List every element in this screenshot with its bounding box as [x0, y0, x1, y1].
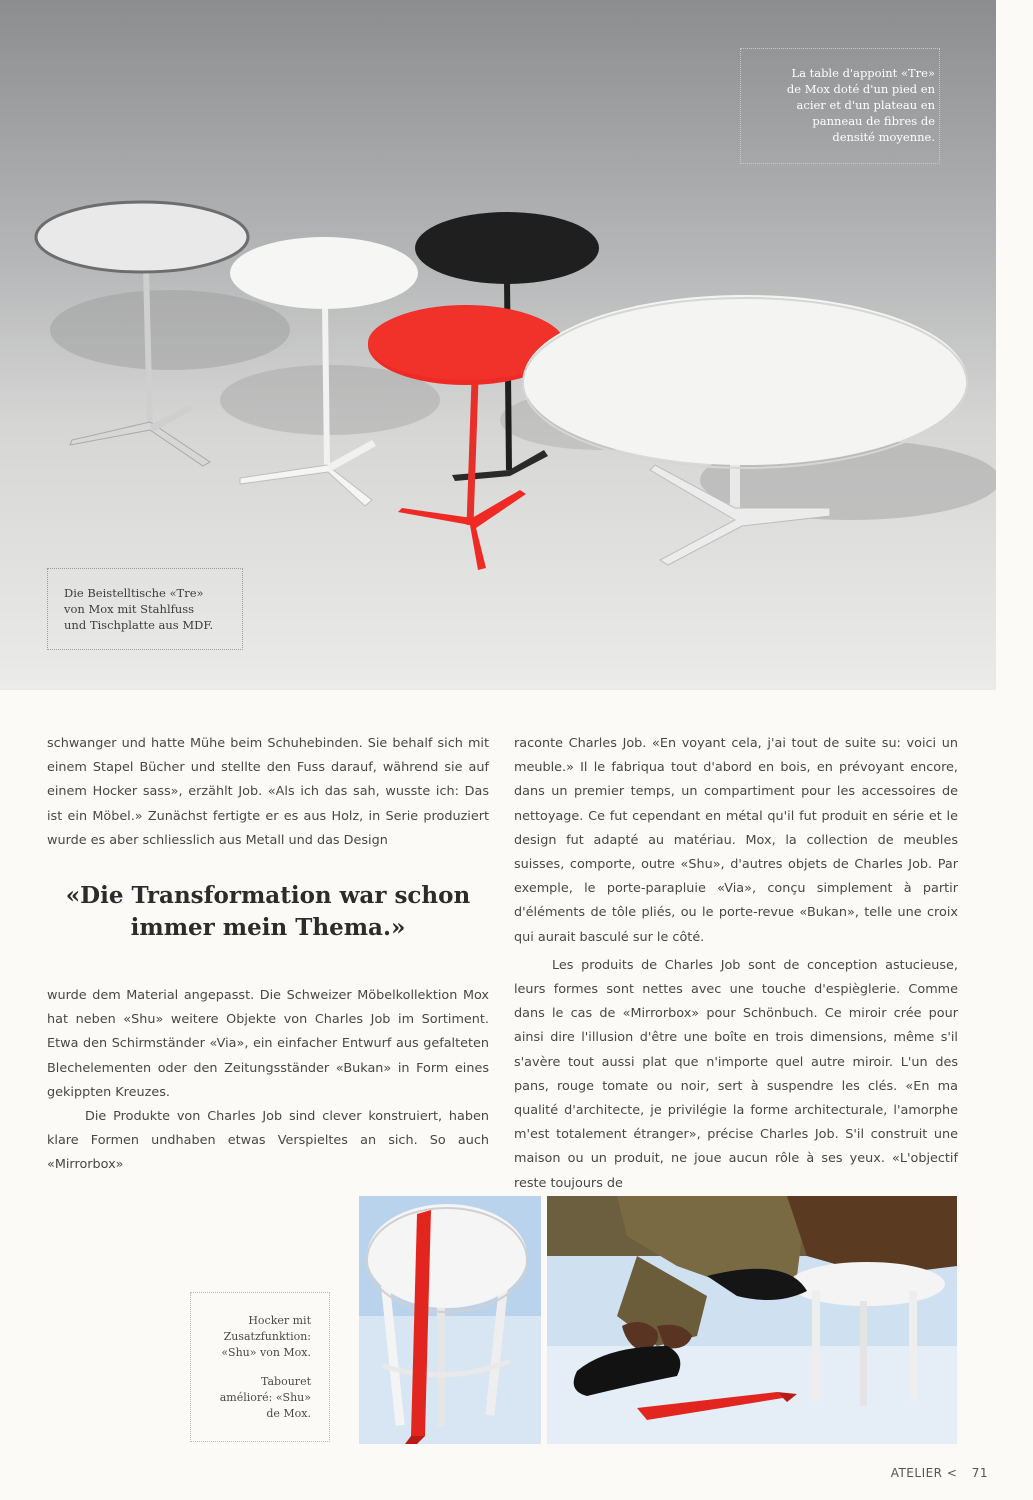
hero-caption-german	[47, 568, 243, 650]
paragraph: wurde dem Material angepasst. Die Schweizer Möbelkollektion Mox hat neben «Shu» weitere Objekte von Charles Job im Sortiment. Etwa den Schirmständer «Via», ein einfacher Entwurf aus gefalteten Blechelementen oder den Zeitungsständer «Bukan» in Form eines gekippten Kreuzes.	[47, 988, 489, 1100]
hero-photo	[0, 0, 996, 690]
table-shadow	[50, 290, 290, 370]
pull-quote-line: «Die Transformation war schon	[65, 882, 471, 909]
caption-line: densité moyenne.	[832, 130, 935, 144]
person-photo	[547, 1196, 957, 1444]
article-column-left-bottom	[47, 984, 489, 1178]
hero-caption-french	[740, 48, 940, 164]
caption-line: und Tischplatte aus MDF.	[64, 618, 214, 632]
stool-caption	[190, 1292, 330, 1442]
pull-quote-line: immer mein Thema.»	[130, 914, 406, 941]
caption-line: de Mox.	[266, 1407, 311, 1420]
caption-line: «Shu» von Mox.	[221, 1346, 311, 1359]
paragraph: Die Produkte von Charles Job sind clever konstruiert, haben klare Formen undhaben etwas Verspieltes an sich. So auch «Mirrorbox»	[47, 1109, 489, 1173]
stool-photo	[359, 1196, 541, 1444]
section-label: ATELIER <	[890, 1466, 958, 1480]
caption-line: Tabouret	[261, 1375, 311, 1388]
caption-line: von Mox mit Stahlfuss	[64, 602, 195, 616]
caption-line: Die Beistelltische «Tre»	[64, 586, 204, 600]
paragraph: schwanger und hatte Mühe beim Schuhebinden. Sie behalf sich mit einem Stapel Bücher und stellte den Fuss darauf, während sie auf einem Hocker sass», erzählt Job. «Als ich das sah, wusste ich: Das ist ein Möbel.» Zunächst fertigte er es aus Holz, in Serie produziert wurde es aber schliesslich aus Metall und das Design	[47, 736, 489, 848]
caption-line: de Mox doté d'un pied en	[786, 82, 935, 96]
article-column-left-top	[47, 732, 489, 853]
article-column-right	[514, 732, 958, 1196]
caption-line: panneau de fibres de	[812, 114, 935, 128]
page-footer	[881, 1466, 988, 1480]
caption-line: Zusatzfunktion:	[223, 1330, 311, 1343]
paragraph: raconte Charles Job. «En voyant cela, j'ai tout de suite su: voici un meuble.» Il le fabriqua tout d'abord en bois, en prévoyant encore, dans un premier temps, un compartiment pour les accessoires de nettoyage. Ce fut cependant en métal qu'il fut produit en série et le design fut adapté au matériau. Mox, la collection de meubles suisses, comporte, outre «Shu», d'autres objets de Charles Job. Par exemple, le porte-parapluie «Via», conçu simplement à partir d'éléments de tôle pliés, ou le porte-revue «Bukan», telle une croix qui aurait basculé sur le côté.	[514, 736, 958, 945]
caption-line: amélioré: «Shu»	[219, 1391, 311, 1404]
pull-quote	[47, 880, 489, 944]
caption-line: La table d'appoint «Tre»	[791, 66, 935, 80]
caption-line: acier et d'un plateau en	[796, 98, 935, 112]
table-white-large	[523, 295, 967, 565]
paragraph: Les produits de Charles Job sont de conception astucieuse, leurs formes sont nettes avec une touche d'espièglerie. Comme dans le cas de «Mirrorbox» pour Schönbuch. Ce miroir crée pour ainsi dire l'illusion d'être une boîte en trois dimensions, même s'il s'avère tout aussi plat que n'importe quel autre miroir. L'un des pans, rouge tomate ou noir, sert à suspendre les clés. «En ma qualité d'architecte, je privilégie la forme architecturale, l'amorphe m'est totalement étranger», précise Charles Job. S'il construit une maison ou un produit, ne joue aucun rôle à ses yeux. «L'objectif reste toujours de	[514, 957, 958, 1191]
page-number: 71	[971, 1466, 988, 1480]
caption-line: Hocker mit	[248, 1314, 311, 1327]
